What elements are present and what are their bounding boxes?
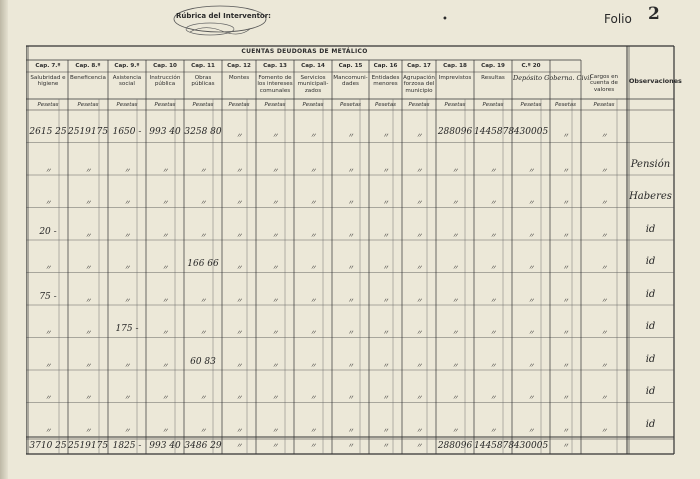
total-cell: 1445878 <box>474 441 515 451</box>
total-cell: 993 40 <box>149 441 181 451</box>
ledger-cell: 〃 <box>527 296 535 305</box>
total-cell: 3486 29 <box>184 441 222 451</box>
ledger-cell: 〃 <box>562 426 569 435</box>
ledger-cell: 〃 <box>489 166 497 175</box>
column-cap: Cap. 17 <box>407 63 431 69</box>
ledger-cell: 〃 <box>382 132 389 140</box>
ledger-cell: 〃 <box>347 166 354 175</box>
ledger-cell: 〃 <box>235 166 243 175</box>
ledger-cell: 〃 <box>562 199 569 207</box>
column-unit: Pesetas <box>77 102 99 108</box>
folio-number: 2 <box>648 4 660 24</box>
column-unit: Pesetas <box>116 102 138 108</box>
ledger-cell: 〃 <box>347 264 354 272</box>
ledger-cell: 〃 <box>347 426 354 435</box>
ledger-cell: 288096 <box>437 127 473 137</box>
ledger-cell: 〃 <box>347 199 354 207</box>
column-cap: Cap. 18 <box>443 63 467 69</box>
ledger-cell: 〃 <box>527 264 535 272</box>
observacion-entry: id <box>645 418 656 430</box>
ledger-cell: 〃 <box>44 394 52 402</box>
ledger-cell: 〃 <box>451 199 459 207</box>
ledger-cell: 〃 <box>235 329 243 337</box>
ledger-cell: 〃 <box>84 199 92 207</box>
ledger-cell: 〃 <box>44 199 52 207</box>
observacion-entry: id <box>645 353 656 365</box>
column-unit: Pesetas <box>408 102 430 108</box>
ledger-cell: 〃 <box>161 296 169 305</box>
ledger-cell: 〃 <box>562 132 569 140</box>
ledger-cell: 〃 <box>527 426 535 435</box>
ledger-cell: 〃 <box>451 426 459 435</box>
ledger-cell: 〃 <box>415 296 423 305</box>
ledger-cell: 〃 <box>44 329 52 337</box>
ledger-cell: 〃 <box>415 199 423 207</box>
ledger-cell: 〃 <box>161 394 169 402</box>
ledger-cell: 〃 <box>271 231 279 240</box>
total-cell: 〃 <box>562 442 569 450</box>
column-name: Montes <box>228 75 250 81</box>
total-cell: 〃 <box>415 442 423 450</box>
ledger-cell: 〃 <box>271 426 279 435</box>
ledger-cell: 〃 <box>415 231 423 240</box>
ledger-cell: 〃 <box>123 296 131 305</box>
column-name: Instrucción pública <box>149 75 181 88</box>
observacion-entry: id <box>645 386 656 397</box>
cargos-cell: 〃 <box>600 199 608 207</box>
ledger-cell: 〃 <box>489 394 497 402</box>
group-title: CUENTAS DEUDORAS DE METÁLICO <box>241 48 368 55</box>
ledger-cell: 〃 <box>451 264 459 272</box>
cargos-cell: 〃 <box>600 296 608 305</box>
ledger-cell: 〃 <box>451 296 459 305</box>
ledger-cell: 75 - <box>39 291 57 302</box>
column-name: Depósito Goberna. Civil <box>513 74 592 82</box>
ledger-cell: 〃 <box>382 426 389 435</box>
column-cap: Cap. 13 <box>263 63 287 69</box>
ledger-cell: 〃 <box>489 361 497 370</box>
ledger-cell: 430005 <box>513 127 549 137</box>
ledger-cell: 〃 <box>382 199 389 207</box>
ledger-cell: 〃 <box>382 296 389 305</box>
ledger-cell: 〃 <box>527 199 535 207</box>
column-name: Asistencia social <box>112 75 142 88</box>
ledger-cell: 〃 <box>199 329 207 337</box>
ledger-cell: 〃 <box>235 264 243 272</box>
column-name: Entidades menores <box>371 75 400 88</box>
ledger-cell: 〃 <box>199 296 207 305</box>
ledger-cell: 〃 <box>489 329 497 337</box>
ledger-cell: 〃 <box>44 166 52 175</box>
column-unit: Pesetas <box>37 102 59 108</box>
cargos-cell: 〃 <box>600 231 608 240</box>
ledger-cell: 〃 <box>309 199 317 207</box>
ledger-cell: 〃 <box>271 394 279 402</box>
ledger-cell: 〃 <box>84 361 92 370</box>
ledger-cell: 〃 <box>271 132 279 140</box>
column-cap: Cap. 8.º <box>75 63 101 69</box>
ledger-cell: 〃 <box>84 264 92 272</box>
ledger-cell: 1445878 <box>474 127 515 137</box>
ledger-cell: 〃 <box>161 361 169 370</box>
ledger-cell: 〃 <box>309 329 317 337</box>
ledger-cell: 〃 <box>382 264 389 272</box>
total-cell: 〃 <box>271 442 279 450</box>
column-cap: Cap. 19 <box>481 63 505 69</box>
ledger-cell: 〃 <box>451 361 459 370</box>
ledger-cell: 〃 <box>44 264 52 272</box>
column-cap: Cap. 14 <box>301 63 325 69</box>
ledger-cell: 〃 <box>527 361 535 370</box>
ledger-cell: 〃 <box>309 166 317 175</box>
observacion-entry: id <box>645 321 656 332</box>
ledger-cell: 〃 <box>415 426 423 435</box>
ledger-cell: 〃 <box>123 166 131 175</box>
column-unit: Pesetas <box>555 102 576 108</box>
cargos-cell: 〃 <box>600 361 608 370</box>
ledger-cell: 〃 <box>415 166 423 175</box>
ink-dot: • <box>442 14 448 25</box>
ledger-cell: 〃 <box>527 394 535 402</box>
ledger-cell: 〃 <box>161 199 169 207</box>
ledger-cell: 〃 <box>161 166 169 175</box>
total-cell: 〃 <box>309 442 317 450</box>
column-unit: Pesetas <box>228 102 250 108</box>
cargos-cell: 〃 <box>600 166 608 175</box>
column-cap: Cap. 11 <box>191 63 215 69</box>
ledger-cell: 〃 <box>199 199 207 207</box>
ledger-cell: 〃 <box>44 426 52 435</box>
column-unit: Pesetas <box>520 102 542 108</box>
total-cell: 〃 <box>382 442 389 450</box>
book-spine <box>0 0 8 479</box>
ledger-cell: 〃 <box>123 394 131 402</box>
rubrica-label: Rúbrica del Interventor: <box>176 12 271 20</box>
cargos-unit: Pesetas <box>593 102 615 108</box>
ledger-cell: 〃 <box>489 296 497 305</box>
ledger-cell: 〃 <box>562 231 569 240</box>
cargos-cell: 〃 <box>600 426 608 435</box>
ledger-cell: 〃 <box>84 426 92 435</box>
ledger-cell: 〃 <box>309 296 317 305</box>
ledger-cell: 〃 <box>415 264 423 272</box>
ledger-cell: 2519175 <box>68 127 109 137</box>
ledger-cell: 〃 <box>562 264 569 272</box>
ledger-cell: 〃 <box>489 264 497 272</box>
ledger-cell: 〃 <box>161 426 169 435</box>
ledger-cell: 〃 <box>415 329 423 337</box>
cargos-cell: 〃 <box>600 132 608 140</box>
column-cap: Cap. 15 <box>338 63 363 69</box>
column-cap: C.º 20 <box>521 63 541 69</box>
column-name: Imprevistos <box>438 75 472 81</box>
column-unit: Pesetas <box>192 102 214 108</box>
column-cap: Cap. 9.º <box>114 63 140 69</box>
ledger-cell: 175 - <box>115 324 139 334</box>
column-name: Resultas <box>481 75 505 81</box>
ledger-cell: 993 40 <box>149 127 181 137</box>
ledger-cell: 〃 <box>415 132 423 140</box>
ledger-cell: 〃 <box>123 264 131 272</box>
ledger-cell: 〃 <box>235 296 243 305</box>
column-unit: Pesetas <box>444 102 466 108</box>
ledger-cell: 〃 <box>235 361 243 370</box>
column-name: Servicios municipali-zados <box>297 75 329 94</box>
ledger-cell: 〃 <box>84 231 92 240</box>
ledger-cell: 20 - <box>39 226 57 237</box>
ledger-cell: 〃 <box>271 166 279 175</box>
ledger-cell: 3258 80 <box>184 127 222 137</box>
ledger-cell: 〃 <box>161 231 169 240</box>
ledger-cell: 〃 <box>347 296 354 305</box>
ledger-cell: 〃 <box>123 231 131 240</box>
ledger-cell: 〃 <box>382 166 389 175</box>
column-name: Salubridad e higiene <box>30 75 66 88</box>
ledger-cell: 166 66 <box>187 259 219 269</box>
rubrica-oval <box>170 2 270 42</box>
ledger-cell: 〃 <box>309 231 317 240</box>
ledger-cell: 〃 <box>44 361 52 370</box>
ledger-cell: 〃 <box>382 361 389 370</box>
ledger-cell: 〃 <box>382 394 389 402</box>
ledger-cell: 〃 <box>235 426 243 435</box>
cargos-cell: 〃 <box>600 264 608 272</box>
column-unit: Pesetas <box>154 102 176 108</box>
ledger-cell: 〃 <box>451 231 459 240</box>
ledger-cell: 〃 <box>84 394 92 402</box>
ledger-cell: 〃 <box>562 394 569 402</box>
observacion-entry: id <box>645 256 656 267</box>
cargos-header: Cargos en cuenta de valores <box>589 74 619 93</box>
ledger-cell: 〃 <box>271 296 279 305</box>
column-unit: Pesetas <box>302 102 324 108</box>
ledger-cell: 〃 <box>309 264 317 272</box>
column-name: Beneficencia <box>70 75 106 81</box>
ledger-cell: 〃 <box>562 166 569 175</box>
ledger-cell: 〃 <box>562 329 569 337</box>
total-cell: 1825 - <box>112 441 142 451</box>
column-cap: Cap. 10 <box>153 63 177 69</box>
column-unit: Pesetas <box>375 102 396 108</box>
ledger-cell: 〃 <box>309 426 317 435</box>
ledger-cell: 〃 <box>235 199 243 207</box>
ledger-cell: 〃 <box>199 426 207 435</box>
ledger-cell: 〃 <box>451 394 459 402</box>
total-cell: 288096 <box>437 441 473 451</box>
ledger-cell: 〃 <box>489 231 497 240</box>
ledger-cell: 〃 <box>123 361 131 370</box>
observacion-entry: id <box>645 288 656 300</box>
ledger-cell: 〃 <box>562 361 569 370</box>
column-cap: Cap. 7.º <box>35 63 61 69</box>
ledger-cell: 〃 <box>382 329 389 337</box>
ledger-cell: 〃 <box>451 329 459 337</box>
total-cell: 430005 <box>513 441 549 451</box>
ledger-cell: 〃 <box>527 166 535 175</box>
column-name: Mancomuni-dades <box>333 75 368 88</box>
observaciones-header: Observaciones <box>629 77 682 85</box>
total-cell: 〃 <box>235 442 243 450</box>
ledger-cell: 〃 <box>451 166 459 175</box>
ledger-cell: 〃 <box>84 329 92 337</box>
total-cell: 3710 25 <box>29 441 67 451</box>
column-cap: Cap. 16 <box>373 63 398 69</box>
ledger-cell: 〃 <box>347 394 354 402</box>
cargos-cell: 〃 <box>600 329 608 337</box>
observacion-entry: id <box>645 223 656 235</box>
ledger-cell: 〃 <box>347 231 354 240</box>
cargos-cell: 〃 <box>600 394 608 402</box>
ledger-cell: 〃 <box>123 199 131 207</box>
ledger-cell: 〃 <box>527 329 535 337</box>
ledger-cell: 〃 <box>271 199 279 207</box>
ledger-cell: 〃 <box>271 329 279 337</box>
column-name: Obras públicas <box>191 75 215 88</box>
observacion-entry: Haberes <box>629 191 672 202</box>
ledger-cell: 〃 <box>235 231 243 240</box>
ledger-cell: 〃 <box>415 394 423 402</box>
ledger-cell: 〃 <box>199 166 207 175</box>
column-unit: Pesetas <box>482 102 504 108</box>
ledger-cell: 〃 <box>415 361 423 370</box>
ledger-cell: 〃 <box>161 329 169 337</box>
ledger-cell: 〃 <box>235 394 243 402</box>
ledger-cell: 60 83 <box>190 356 216 367</box>
column-cap: Cap. 12 <box>227 63 251 69</box>
ledger-cell: 〃 <box>271 361 279 370</box>
column-unit: Pesetas <box>264 102 286 108</box>
ledger-cell: 〃 <box>161 264 169 272</box>
ledger-cell: 〃 <box>309 394 317 402</box>
ledger-cell: 1650 - <box>112 127 142 137</box>
ledger-cell: 〃 <box>309 132 317 140</box>
ledger-cell: 〃 <box>347 361 354 370</box>
ledger-cell: 〃 <box>235 132 243 140</box>
ledger-cell: 〃 <box>489 426 497 435</box>
ledger-cell: 〃 <box>199 231 207 240</box>
ledger-cell: 〃 <box>271 264 279 272</box>
folio-label: Folio <box>604 12 632 26</box>
ledger-cell: 〃 <box>527 231 535 240</box>
ledger-cell: 〃 <box>84 166 92 175</box>
column-name: Agrupación forzosa del municipio <box>403 75 435 94</box>
total-cell: 〃 <box>347 442 354 450</box>
ledger-cell: 〃 <box>309 361 317 370</box>
ledger-cell: 〃 <box>489 199 497 207</box>
ledger-cell: 〃 <box>199 394 207 402</box>
ledger-table <box>26 44 681 456</box>
ledger-cell: 〃 <box>562 296 569 305</box>
ledger-cell: 〃 <box>347 132 354 140</box>
column-unit: Pesetas <box>340 102 361 108</box>
observacion-entry: Pensión <box>630 158 671 170</box>
ledger-cell: 〃 <box>123 426 131 435</box>
column-name: Fomento de los intereses comunales <box>257 75 293 94</box>
ledger-cell: 2615 25 <box>29 127 67 137</box>
ledger-cell: 〃 <box>382 231 389 240</box>
total-cell: 2519175 <box>68 441 109 451</box>
ledger-cell: 〃 <box>347 329 354 337</box>
ledger-cell: 〃 <box>84 296 92 305</box>
